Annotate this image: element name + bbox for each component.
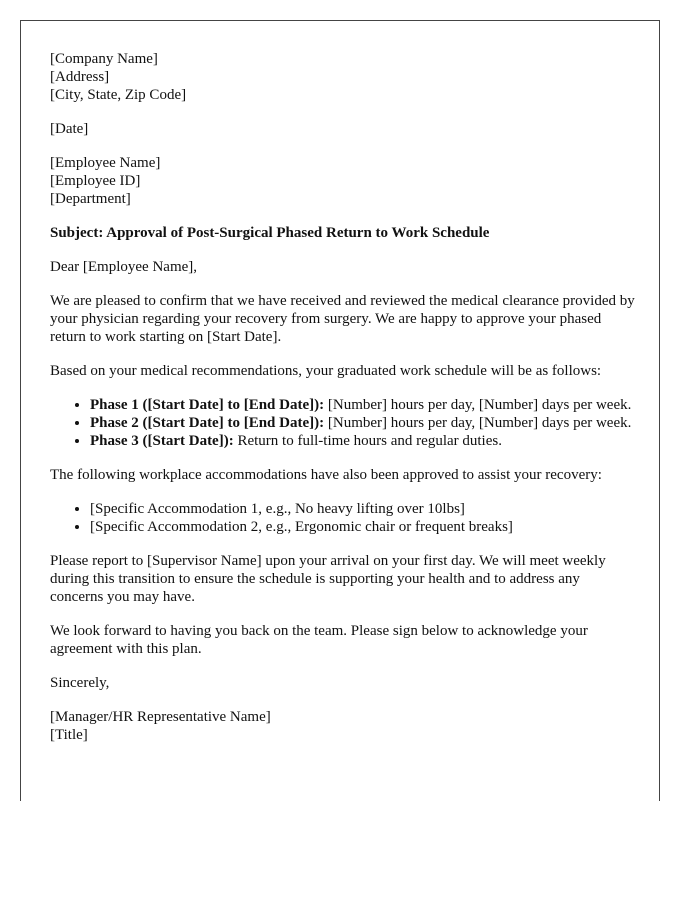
phase-label: Phase 1 ([Start Date] to [End Date]): (90, 397, 325, 413)
employee-id: [Employee ID] (50, 173, 141, 189)
phase-label: Phase 2 ([Start Date] to [End Date]): (90, 415, 325, 431)
letter-content (50, 50, 635, 744)
employee-name: [Employee Name] (50, 155, 161, 171)
phase-label: Phase 3 ([Start Date]): (90, 433, 234, 449)
schedule-intro-paragraph: Based on your medical recommendations, your graduated work schedule will be as follows: (50, 363, 602, 379)
list-item: • [Specific Accommodation 1, e.g., No heavy lifting over 10lbs] (90, 500, 635, 518)
phase-text: [Number] hours per day, [Number] days per week. (324, 397, 632, 413)
list-item: • [Specific Accommodation 2, e.g., Ergonomic chair or frequent breaks] (90, 518, 635, 536)
company-address: [Address] (50, 69, 110, 85)
list-item (90, 414, 635, 432)
intro-paragraph: We are pleased to confirm that we have received and reviewed the medical clearance provided by your physician regarding your recovery from surgery. We are happy to approve your phased return to work starting on [Start Date]. (50, 293, 635, 345)
salutation: Dear [Employee Name], (50, 259, 198, 275)
sender-block (50, 50, 635, 104)
accommodation-list (50, 500, 635, 536)
letter-page (20, 20, 660, 801)
phase-text: [Number] hours per day, [Number] days per week. (324, 415, 632, 431)
signer-title: [Title] (50, 727, 88, 743)
report-paragraph: Please report to [Supervisor Name] upon your arrival on your first day. We will meet weekly during this transition to ensure the schedule is supporting your health and to address any concerns you may have. (50, 553, 606, 605)
closing-paragraph: We look forward to having you back on the team. Please sign below to acknowledge your agreement with this plan. (50, 623, 588, 657)
phase-list (50, 396, 635, 450)
phase-text: Return to full-time hours and regular duties. (233, 433, 502, 449)
signature-block (50, 708, 635, 744)
list-item (90, 432, 635, 450)
signoff: Sincerely, (50, 675, 110, 691)
list-item (90, 396, 635, 414)
accommodations-intro-paragraph: The following workplace accommodations have also been approved to assist your recovery: (50, 467, 602, 483)
recipient-block (50, 154, 635, 208)
company-name: [Company Name] (50, 51, 158, 67)
company-city: [City, State, Zip Code] (50, 87, 187, 103)
subject-line: Subject: Approval of Post-Surgical Phased Return to Work Schedule (50, 225, 490, 241)
letter-date: [Date] (50, 121, 89, 137)
signer-name: [Manager/HR Representative Name] (50, 709, 271, 725)
employee-department: [Department] (50, 191, 131, 207)
